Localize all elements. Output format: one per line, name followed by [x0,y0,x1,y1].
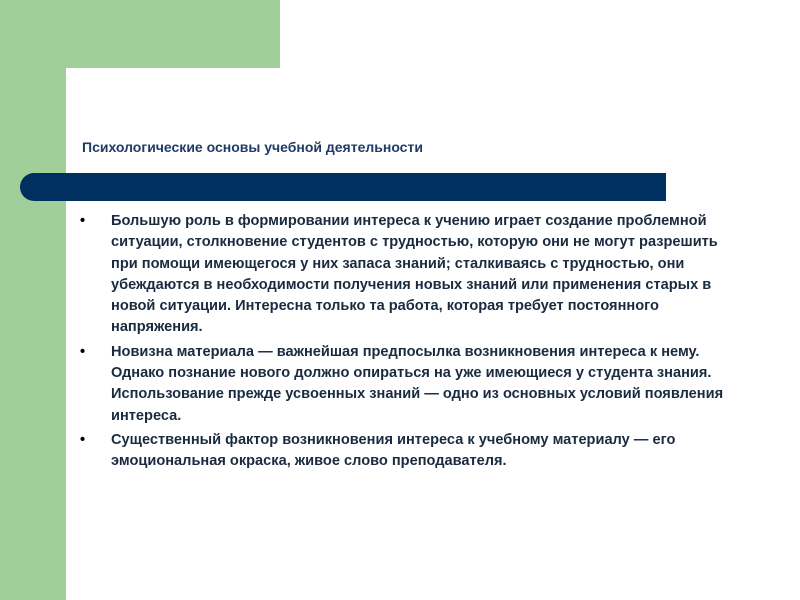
bullet-icon: • [80,343,86,360]
bullet-text: Новизна материала — важнейшая предпосылка возникновения интереса к нему. Однако познание нового должно опираться на уже имеющиеся у студента знания. Использование прежде усвоенных знаний — одно из основных условий появления интереса. [111,343,724,424]
slide-title: Психологические основы учебной деятельности [82,139,423,155]
bullet-item [80,430,730,473]
green-top-band [0,0,280,68]
bullet-item [80,342,730,427]
bullet-text: Существенный фактор возникновения интереса к учебному материалу — его эмоциональная окраска, живое слово преподавателя. [111,431,676,470]
bullet-item [80,211,730,339]
bullet-icon: • [80,431,86,448]
green-sidebar [0,0,66,600]
bullet-list [80,211,730,476]
title-underline-bar [20,173,666,201]
bullet-icon: • [80,213,86,229]
bullet-text: Большую роль в формировании интереса к учению играет создание проблемной ситуации, столкновение студентов с трудностью, которую они не могут разрешить при помощи имеющегося у них запаса знаний; сталкиваясь с трудностью, они убеждаются в необходимости получения новых знаний или применения старых в новой ситуации. Интересна только та работа, которая требует постоянного напряжения. [111,213,718,336]
